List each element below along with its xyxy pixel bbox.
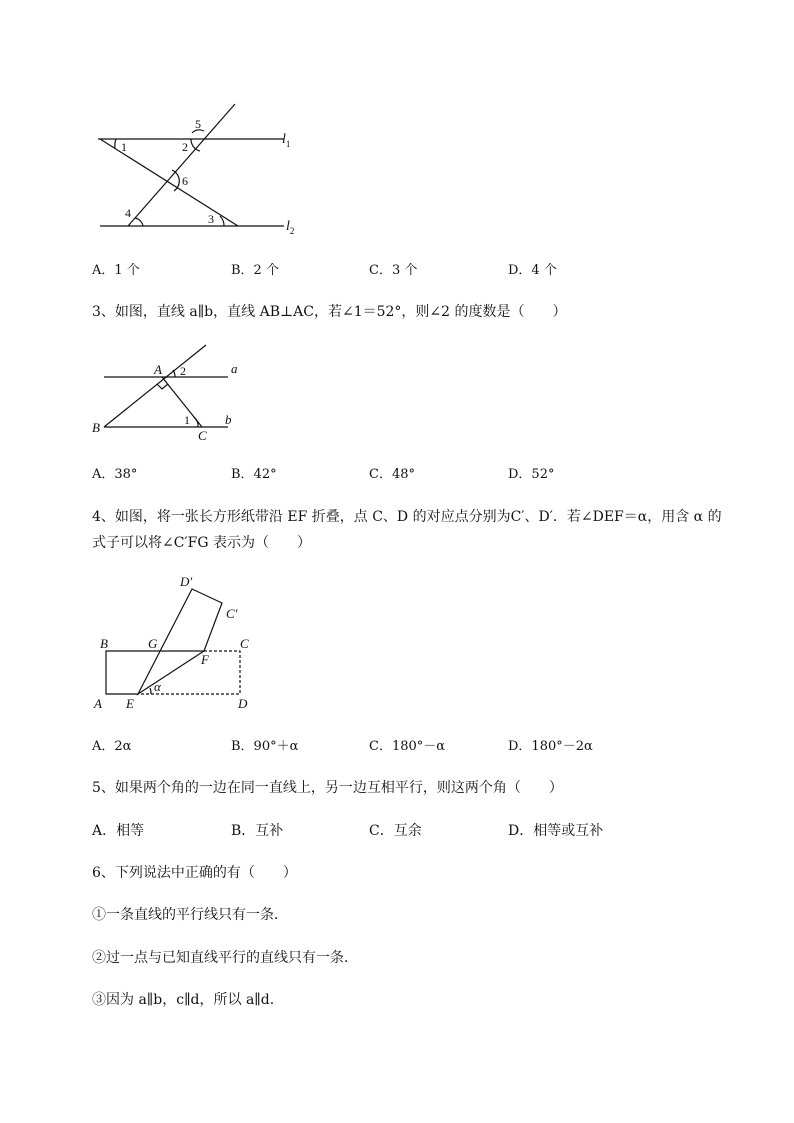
- q4-option-d: D．180°－2α: [508, 739, 593, 754]
- q5-option-a: A．相等: [92, 823, 145, 839]
- q2-option-a: A．1 个: [92, 263, 140, 278]
- q6-stem: 6、下列说法中正确的有（ ）: [92, 865, 297, 881]
- point-label-dp: D′: [180, 574, 193, 589]
- transversal-2: [128, 104, 235, 226]
- right-angle-mark: [157, 384, 168, 389]
- q4-option-a: A．2α: [92, 739, 132, 754]
- angle-label-4: 4: [125, 206, 131, 220]
- line-label-b: b: [225, 412, 232, 427]
- angle-label-1: 1: [184, 413, 190, 427]
- point-label-b: B: [92, 420, 100, 435]
- point-label-c: C: [240, 636, 249, 651]
- point-label-e: E: [126, 696, 134, 711]
- line-label-a: a: [231, 361, 238, 376]
- q4-option-b: B．90°＋α: [231, 739, 299, 754]
- angle-label-3: 3: [208, 212, 214, 226]
- q3-option-b: B．42°: [231, 467, 277, 482]
- point-label-f: F: [201, 652, 209, 667]
- point-label-cp: C′: [226, 606, 238, 621]
- angle-label-1: 1: [121, 140, 127, 154]
- angle-label-2: 2: [182, 140, 188, 154]
- alpha-arc: [150, 688, 151, 694]
- q6-statement-3: ③因为 a∥b，c∥d，所以 a∥d.: [92, 992, 275, 1008]
- point-label-c: C: [198, 428, 207, 443]
- q4-stem-line1: 4、如图，将一张长方形纸带沿 EF 折叠，点 C、D 的对应点分别为C′、D′．若∠DEF＝α，用含 α 的: [92, 509, 722, 525]
- q5-option-c: C．互余: [369, 823, 422, 839]
- q4-figure: [88, 570, 268, 715]
- point-label-a: A: [154, 362, 162, 377]
- q5-option-b: B．互补: [231, 823, 284, 839]
- line-AB: [104, 345, 206, 427]
- label-l1: $l_1$: [282, 132, 291, 149]
- q6-statement-1: ①一条直线的平行线只有一条．: [92, 907, 288, 923]
- point-label-b: B: [100, 636, 108, 651]
- angle-label-5: 5: [195, 117, 201, 131]
- q5-option-d: D．相等或互补: [508, 823, 604, 839]
- angle-arc-2: [173, 370, 175, 377]
- q2-option-d: D．4 个: [508, 263, 557, 278]
- q2-figure: [88, 96, 318, 242]
- q2-option-c: C．3 个: [369, 263, 418, 278]
- angle-label-2: 2: [180, 364, 186, 378]
- q3-stem: 3、如图，直线 a∥b，直线 AB⊥AC，若∠1＝52°，则∠2 的度数是（ ）: [92, 304, 567, 320]
- q3-option-a: A．38°: [92, 467, 138, 482]
- q3-option-d: D．52°: [508, 467, 555, 482]
- q6-statement-2: ②过一点与已知直线平行的直线只有一条．: [92, 950, 358, 966]
- q4-option-c: C．180°－α: [369, 739, 446, 754]
- alpha-label: α: [154, 679, 161, 694]
- point-label-g: G: [148, 636, 158, 651]
- angle-arc-1: [115, 139, 116, 148]
- label-l2: $l_2$: [286, 219, 295, 236]
- q3-figure: [88, 340, 258, 446]
- q5-stem: 5、如果两个角的一边在同一直线上，另一边互相平行，则这两个角（ ）: [92, 780, 563, 796]
- angle-arc-4: [135, 218, 143, 226]
- q3-option-c: C．48°: [369, 467, 415, 482]
- q4-stem-line2: 式子可以将∠C′FG 表示为（ ）: [92, 535, 311, 551]
- point-label-d: D: [238, 696, 248, 711]
- q2-option-b: B．2 个: [231, 263, 279, 278]
- angle-label-6: 6: [182, 174, 188, 188]
- point-label-a: A: [94, 696, 102, 711]
